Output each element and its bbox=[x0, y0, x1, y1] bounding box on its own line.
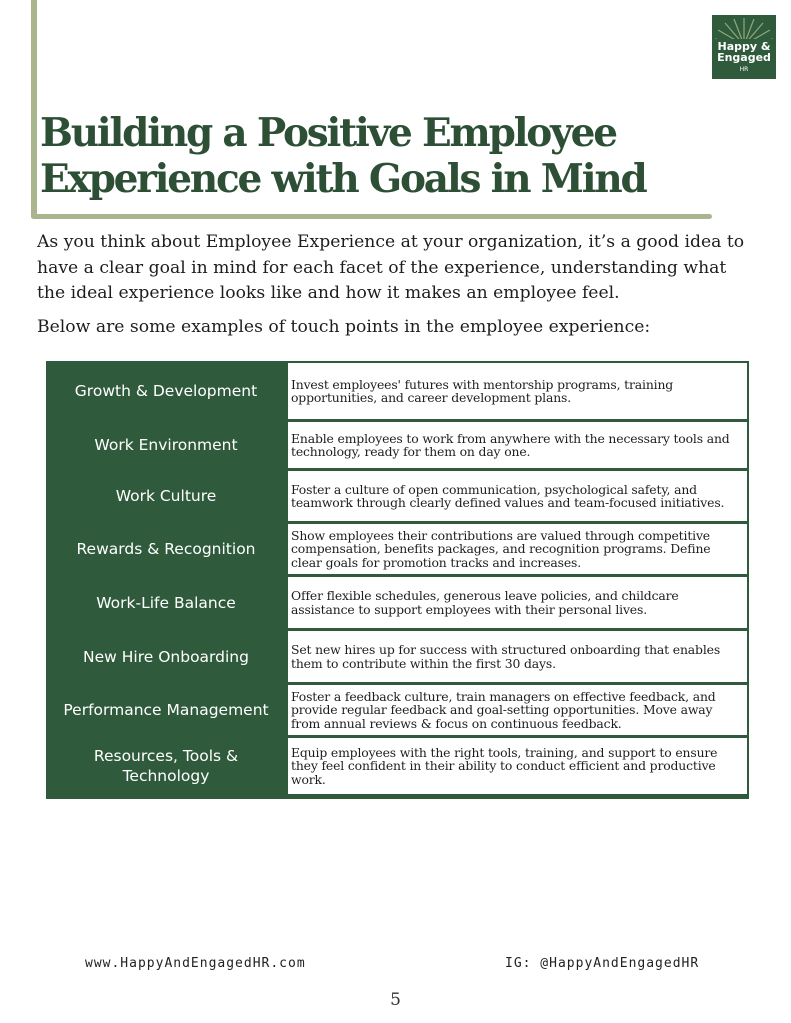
table-row bbox=[48, 524, 747, 574]
touchpoint-description bbox=[288, 524, 747, 574]
table-row bbox=[48, 422, 747, 468]
touchpoint-description bbox=[288, 577, 747, 628]
touchpoint-description-text: Foster a culture of open communication, psychological safety, and teamwork through clearly defined values and team-focused initiatives. bbox=[291, 481, 725, 510]
table-row bbox=[48, 685, 747, 735]
page-title-line-2: Experience with Goals in Mind bbox=[40, 156, 646, 202]
logo-line-1: Happy & bbox=[717, 40, 771, 53]
table-row bbox=[48, 363, 747, 419]
touchpoint-category: Work Culture bbox=[115, 487, 217, 505]
page-title bbox=[40, 110, 680, 202]
intro-paragraph: As you think about Employee Experience at your organization, it’s a good idea to have a clear goal in mind for each facet of the experience, understanding what the ideal experience looks like and how it makes an employee feel. bbox=[37, 232, 745, 303]
page-number: 5 bbox=[390, 990, 401, 1010]
table-row bbox=[48, 738, 747, 794]
touchpoints-table bbox=[46, 361, 749, 799]
touchpoint-category: Growth & Development bbox=[74, 382, 258, 400]
touchpoint-category: New Hire Onboarding bbox=[83, 647, 249, 666]
happy-engaged-hr-logo bbox=[712, 15, 776, 79]
touchpoint-description bbox=[288, 738, 747, 794]
touchpoint-description bbox=[288, 685, 747, 735]
subintro-paragraph: Below are some examples of touch points in the employee experience: bbox=[37, 317, 651, 337]
touchpoint-description-text: Equip employees with the right tools, training, and support to ensure they feel confident in their ability to conduct efficient and productive work. bbox=[291, 744, 718, 787]
touchpoint-category: Work-Life Balance bbox=[96, 593, 236, 612]
footer-website-link[interactable]: www.HappyAndEngagedHR.com bbox=[85, 956, 306, 971]
logo-line-3: HR bbox=[739, 66, 749, 73]
table-row bbox=[48, 471, 747, 521]
touchpoint-description-text: Invest employees' futures with mentorship programs, training opportunities, and career development plans. bbox=[291, 376, 674, 405]
accent-bar-horizontal bbox=[31, 214, 712, 219]
touchpoint-description bbox=[288, 631, 747, 682]
touchpoint-category: Resources, Tools & Technology bbox=[93, 747, 239, 785]
touchpoint-description-text: Enable employees to work from anywhere with the necessary tools and technology, ready for them on day one. bbox=[291, 430, 730, 459]
logo-line-2: Engaged bbox=[717, 51, 771, 64]
touchpoint-description-text: Show employees their contributions are valued through competitive compensation, benefits packages, and recognition programs. Define clear goals for promotion tracks and increases. bbox=[291, 527, 711, 570]
touchpoint-description-text: Foster a feedback culture, train managers on effective feedback, and provide regular feedback and goal-setting opportunities. Move away from annual reviews & focus on continuous feedback. bbox=[291, 688, 716, 731]
touchpoint-description bbox=[288, 422, 747, 468]
touchpoint-description-text: Offer flexible schedules, generous leave policies, and childcare assistance to support employees with their personal lives. bbox=[291, 588, 679, 617]
touchpoint-category: Work Environment bbox=[94, 436, 238, 454]
table-row bbox=[48, 631, 747, 682]
page-title-line-1: Building a Positive Employee bbox=[40, 110, 616, 156]
footer-instagram-handle[interactable]: IG: @HappyAndEngagedHR bbox=[505, 956, 700, 971]
touchpoint-category: Rewards & Recognition bbox=[76, 540, 256, 558]
table-row bbox=[48, 577, 747, 628]
touchpoint-category: Performance Management bbox=[63, 701, 269, 719]
touchpoint-description bbox=[288, 363, 747, 419]
touchpoint-description-text: Set new hires up for success with structured onboarding that enables them to contribute within the first 30 days. bbox=[291, 642, 721, 671]
touchpoint-description bbox=[288, 471, 747, 521]
accent-bar-vertical bbox=[31, 0, 37, 217]
